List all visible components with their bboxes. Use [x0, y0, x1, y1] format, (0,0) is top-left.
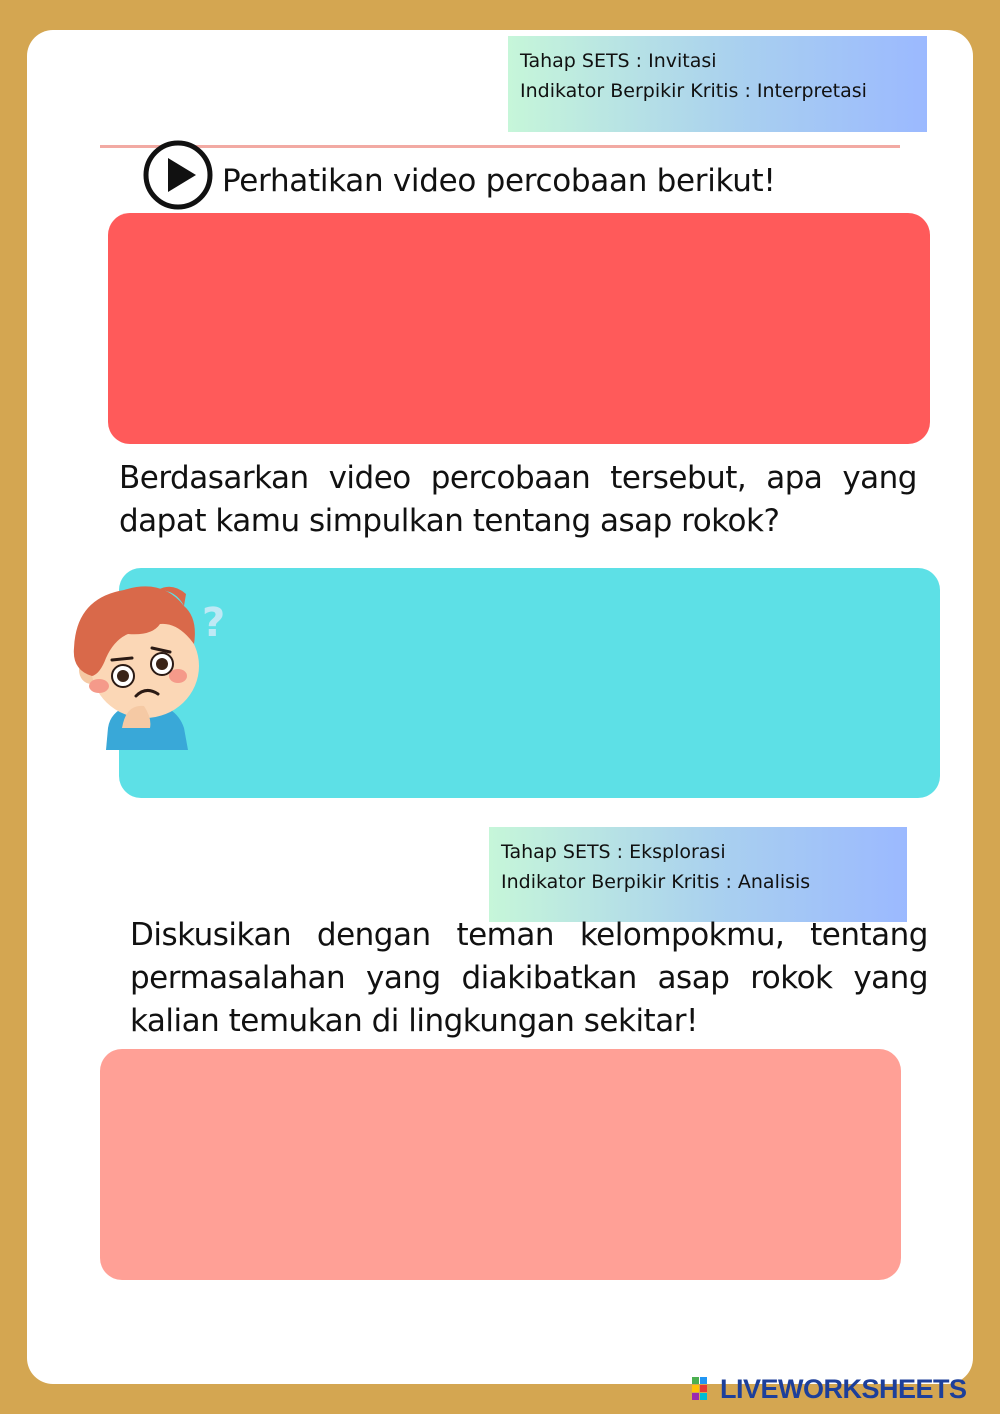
liveworksheets-brand [692, 1374, 967, 1404]
svg-text:?: ? [202, 600, 226, 646]
sets-stage-tag-invitasi [508, 36, 927, 132]
play-icon[interactable] [143, 140, 213, 210]
brand-name: LIVEWORKSHEETS [720, 1373, 967, 1404]
stage-label: Tahap SETS : Invitasi [520, 50, 717, 72]
video-instruction: Perhatikan video percobaan berikut! [222, 163, 776, 199]
indicator-label: Indikator Berpikir Kritis : Interpretasi [520, 80, 867, 102]
question-2-text: Diskusikan dengan teman kelompokmu, tentang permasalahan yang diakibatkan asap rokok yang kalian temukan di lingkungan sekitar! [130, 917, 928, 1039]
video-frame[interactable] [108, 213, 930, 444]
sets-stage-tag-eksplorasi [489, 827, 907, 922]
indicator-label: Indikator Berpikir Kritis : Analisis [501, 871, 811, 893]
confused-boy-illustration [66, 578, 236, 750]
liveworksheets-logo-icon [692, 1377, 716, 1401]
answer-field-2[interactable] [100, 1049, 901, 1280]
stage-label: Tahap SETS : Eksplorasi [501, 841, 726, 863]
question-1-text: Berdasarkan video percobaan tersebut, apa yang dapat kamu simpulkan tentang asap rokok? [119, 460, 917, 539]
header-divider [100, 145, 900, 148]
answer-field-1[interactable] [119, 568, 940, 798]
